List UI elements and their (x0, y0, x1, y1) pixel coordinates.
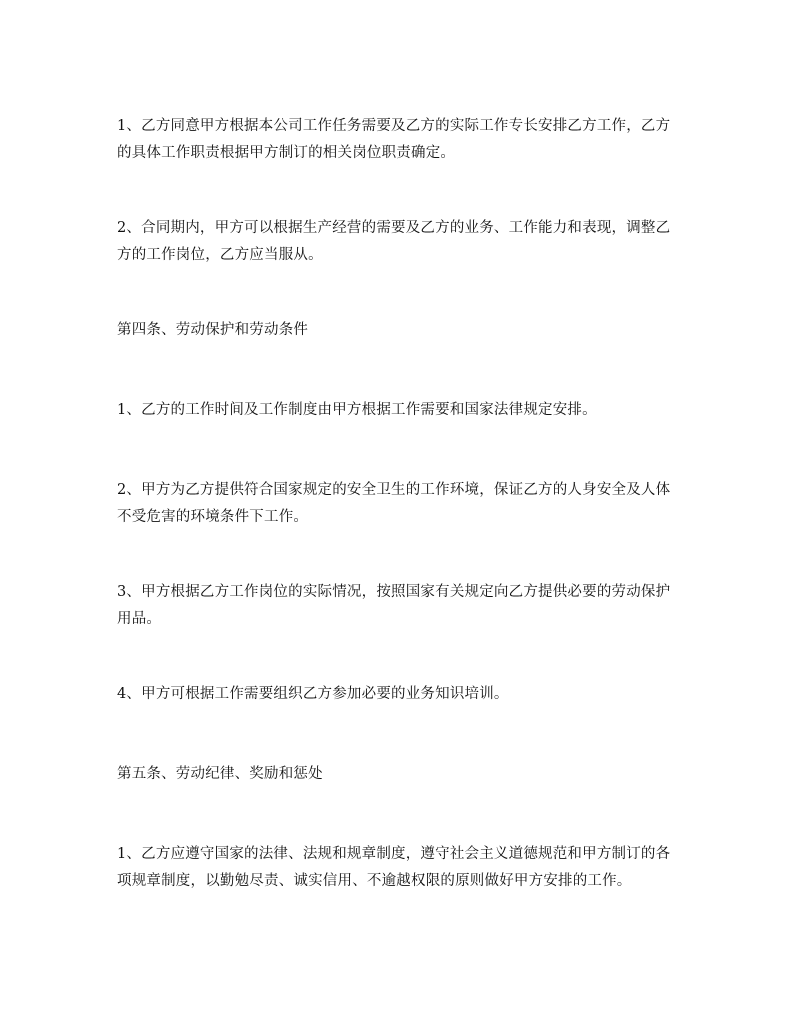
section-heading-article-4: 第四条、劳动保护和劳动条件 (117, 322, 309, 338)
clause-4-item-4: 4、甲方可根据工作需要组织乙方参加必要的业务知识培训。 (117, 686, 509, 702)
clause-4-item-3: 3、甲方根据乙方工作岗位的实际情况，按照国家有关规定向乙方提供必要的劳动保护用品。 (117, 584, 671, 627)
section-heading-article-5: 第五条、劳动纪律、奖励和惩处 (117, 766, 323, 782)
clause-4-item-1: 1、乙方的工作时间及工作制度由甲方根据工作需要和国家法律规定安排。 (117, 402, 597, 418)
clause-3-item-1: 1、乙方同意甲方根据本公司工作任务需要及乙方的实际工作专长安排乙方工作，乙方的具体工作职责根据甲方制订的相关岗位职责确定。 (117, 118, 671, 161)
clause-5-item-1: 1、乙方应遵守国家的法律、法规和规章制度，遵守社会主义道德规范和甲方制订的各项规章制度，以勤勉尽责、诚实信用、不逾越权限的原则做好甲方安排的工作。 (117, 846, 671, 889)
clause-4-item-2: 2、甲方为乙方提供符合国家规定的安全卫生的工作环境，保证乙方的人身安全及人体不受危害的环境条件下工作。 (117, 482, 671, 525)
clause-3-item-2: 2、合同期内，甲方可以根据生产经营的需要及乙方的业务、工作能力和表现，调整乙方的工作岗位，乙方应当服从。 (117, 220, 671, 263)
